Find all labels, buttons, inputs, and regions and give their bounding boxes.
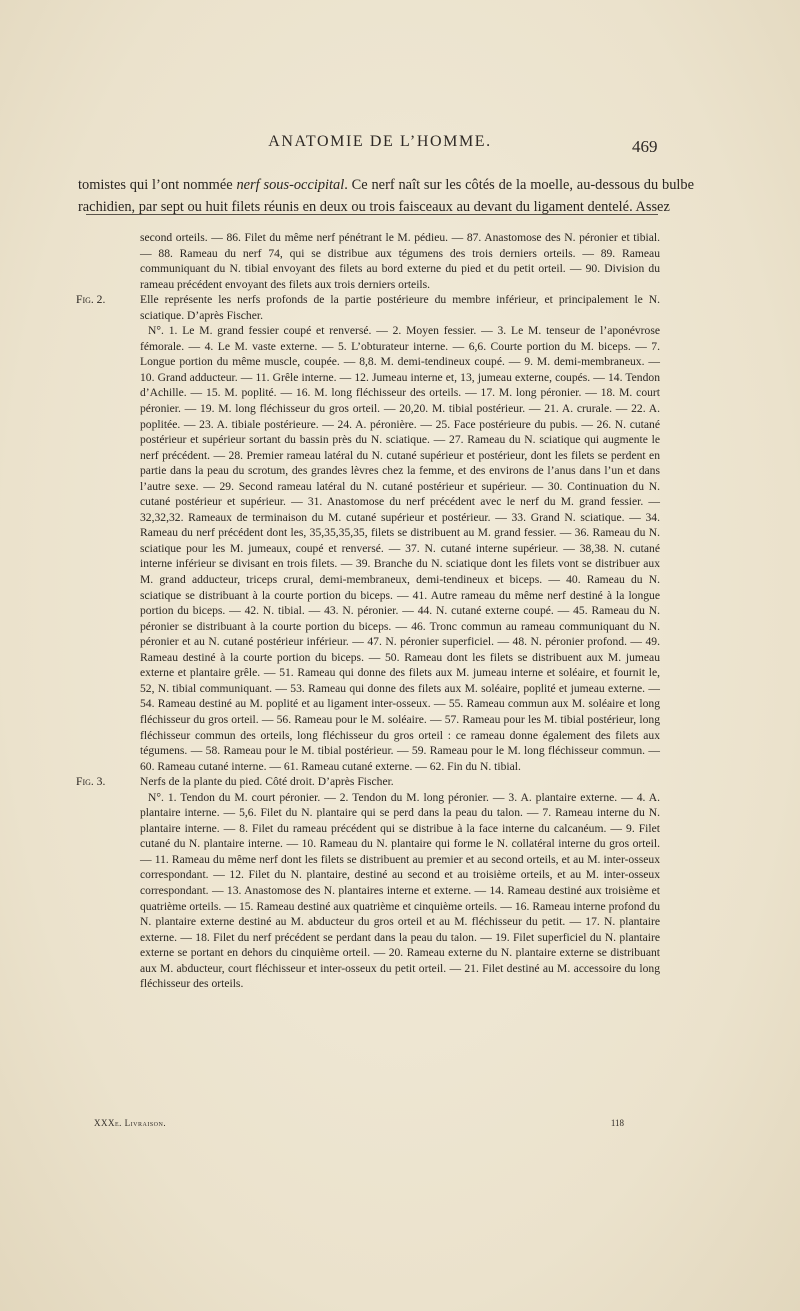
intro-text-start: tomistes qui l’ont nommée (78, 177, 237, 194)
intro-text-end: . Ce nerf naît sur les côtés de la moelle, au-dessous du bulbe rachidien, par sept ou huit filets réunis en deux ou trois faisceaux au devant du ligament dentelé. Assez (78, 177, 694, 216)
running-title: ANATOMIE DE L’HOMME. (268, 133, 492, 150)
separator-rule (86, 214, 658, 215)
figure-legends (76, 230, 660, 992)
fig-3-caption: Nerfs de la plante du pied. Côté droit. D’après Fischer. (140, 775, 394, 789)
fig-2-caption: Elle représente les nerfs profonds de la partie postérieure du membre inférieur, et principalement le N. sciatique. D’après Fischer. (140, 293, 660, 322)
signature-mark: 118 (610, 1118, 624, 1128)
fig-2-items: N°. 1. Le M. grand fessier coupé et renversé. — 2. Moyen fessier. — 3. Le M. tenseur de l’aponévrose fémorale. — 4. Le M. vaste externe. — 5. L’obturateur interne. — 6,6. Courte portion du M. biceps. — 7. Longue portion du même muscle, coupée. — 8,8. M. demi-tendineux coupé. — 9. M. demi-membraneux. — 10. Grand adducteur. — 11. Grêle interne. — 12. Jumeau interne et, 13, jumeau externe, coupés. — 14. Tendon d’Achille. — 15. M. poplité. — 16. M. long fléchisseur des orteils. — 17. M. long péronier. — 18. M. court péronier. — 19. M. long fléchisseur du gros orteil. — 20,20. M. tibial postérieur. — 21. A. crurale. — 22. A. poplitée. — 23. A. tibiale postérieure. — 24. A. péronière. — 25. Face postérieure du pubis. — 26. N. cutané postérieur et supérieur sortant du bassin près du N. sciatique. — 27. Rameau du N. sciatique qui augmente le nerf précédent. — 28. Premier rameau latéral du N. cutané supérieur et postérieur, dont les filets se perdent en partie dans la peau du scrotum, des grandes lèvres chez la femme, et des environs de l’anus dans l’un et dans l’autre sexe. — 29. Second rameau latéral du N. cutané postérieur et supérieur. — 30. Continuation du N. cutané postérieur et supérieur. — 31. Anastomose du nerf précédent avec le nerf du M. grand fessier. — 32,32,32. Rameaux de terminaison du M. cutané supérieur et postérieur. — 33. Grand N. sciatique. — 34. Rameau du nerf précédent dont les, 35,35,35,35, filets se distribuent au M. grand fessier. — 36. Rameau du N. sciatique pour les M. jumeaux, coupé et renversé. — 37. N. cutané interne supérieur. — 38,38. N. cutané interne inférieur se divisant en trois filets. — 39. Branche du N. sciatique dont les filets vont se distribuer aux M. grand adducteur, triceps crural, demi-membraneux, demi-tendineux et biceps. — 40. Rameau du N. sciatique se distribuant à la courte portion du biceps. — 41. Autre rameau du même nerf destiné à la longue portion du biceps. — 42. N. tibial. — 43. N. péronier. — 44. N. cutané externe coupé. — 45. Rameau du N. péronier se distribuant à la courte portion du biceps. — 46. Tronc commun au rameau communiquant du N. péronier et au N. cutané postérieur inférieur. — 47. N. péronier superficiel. — 48. N. péronier profond. — 49. Rameau destiné à la courte portion du biceps. — 50. Rameau dont les filets se distribuent aux M. jumeau externe et plantaire grêle. — 51. Rameau qui donne des filets aux M. jumeau interne et soléaire, et fournit le, 52, N. tibial communiquant. — 53. Rameau qui donne des filets aux M. soléaire, poplité et jumeau externe. — 54. Rameau destiné au M. poplité et au ligament inter-osseux. — 55. Rameau commun aux M. soléaire et long fléchisseur du gros orteil. — 56. Rameau pour le M. soléaire. — 57. Rameau pour les M. tibial postérieur, long fléchisseur commun des orteils, long fléchisseur du gros orteil : ce rameau donne également des filets aux tégumens. — 58. Rameau pour le M. tibial postérieur. — 59. Rameau pour le M. long fléchisseur commun. — 60. Rameau cutané interne. — 61. Rameau cutané externe. — 62. Fin du N. tibial. (140, 324, 660, 773)
page-footer (94, 1118, 624, 1128)
fig-2-legend (76, 292, 660, 323)
fig-3-label: Fig. 3. (76, 775, 106, 789)
intro-paragraph (78, 174, 694, 218)
fig-2-label: Fig. 2. (76, 293, 106, 307)
livraison-mark: XXXe. Livraison. (94, 1118, 167, 1128)
continuation-paragraph: second orteils. — 86. Filet du même nerf pénétrant le M. pédieu. — 87. Anastomose des N. péronier et tibial. — 88. Rameau du nerf 74, qui se distribue aux tégumens des trois derniers orteils. — 89. Rameau communiquant du N. tibial envoyant des filets au bord externe du pied et du petit orteil. — 90. Division du rameau précédent envoyant des filets aux trois derniers orteils. (140, 231, 660, 291)
fig-3-legend (76, 774, 660, 790)
fig-3-items: N°. 1. Tendon du M. court péronier. — 2. Tendon du M. long péronier. — 3. A. plantaire externe. — 4. A. plantaire interne. — 5,6. Filet du N. plantaire qui se perd dans la peau du talon. — 7. Rameau interne du N. plantaire interne. — 8. Filet du rameau précédent qui se distribue à la face interne du calcanéum. — 9. Filet cutané du N. plantaire interne. — 10. Rameau du N. plantaire qui forme le N. collatéral interne du gros orteil. — 11. Rameau du même nerf dont les filets se distribuent au premier et au second orteils, et au M. inter-osseux correspondant. — 12. Filet du N. plantaire, destiné au second et au troisième orteils, et au M. inter-osseux correspondant. — 13. Anastomose des N. plantaires interne et externe. — 14. Rameau destiné aux troisième et quatrième orteils. — 15. Rameau destiné aux quatrième et cinquième orteils. — 16. Rameau interne profond du N. plantaire externe destiné au M. abducteur du gros orteil et au M. fléchisseur du petit. — 17. N. plantaire externe. — 18. Filet du nerf précédent se perdant dans la peau du talon. — 19. Filet superficiel du N. plantaire externe se portant en dehors du cinquième orteil. — 20. Rameau externe du N. plantaire externe se distribuant aux M. abducteur, court fléchisseur et inter-osseux du petit orteil. — 21. Filet destiné au M. accessoire du long fléchisseur des orteils. (140, 790, 660, 991)
page-number: 469 (632, 137, 658, 156)
intro-italic-term: nerf sous-occipital (236, 177, 345, 194)
